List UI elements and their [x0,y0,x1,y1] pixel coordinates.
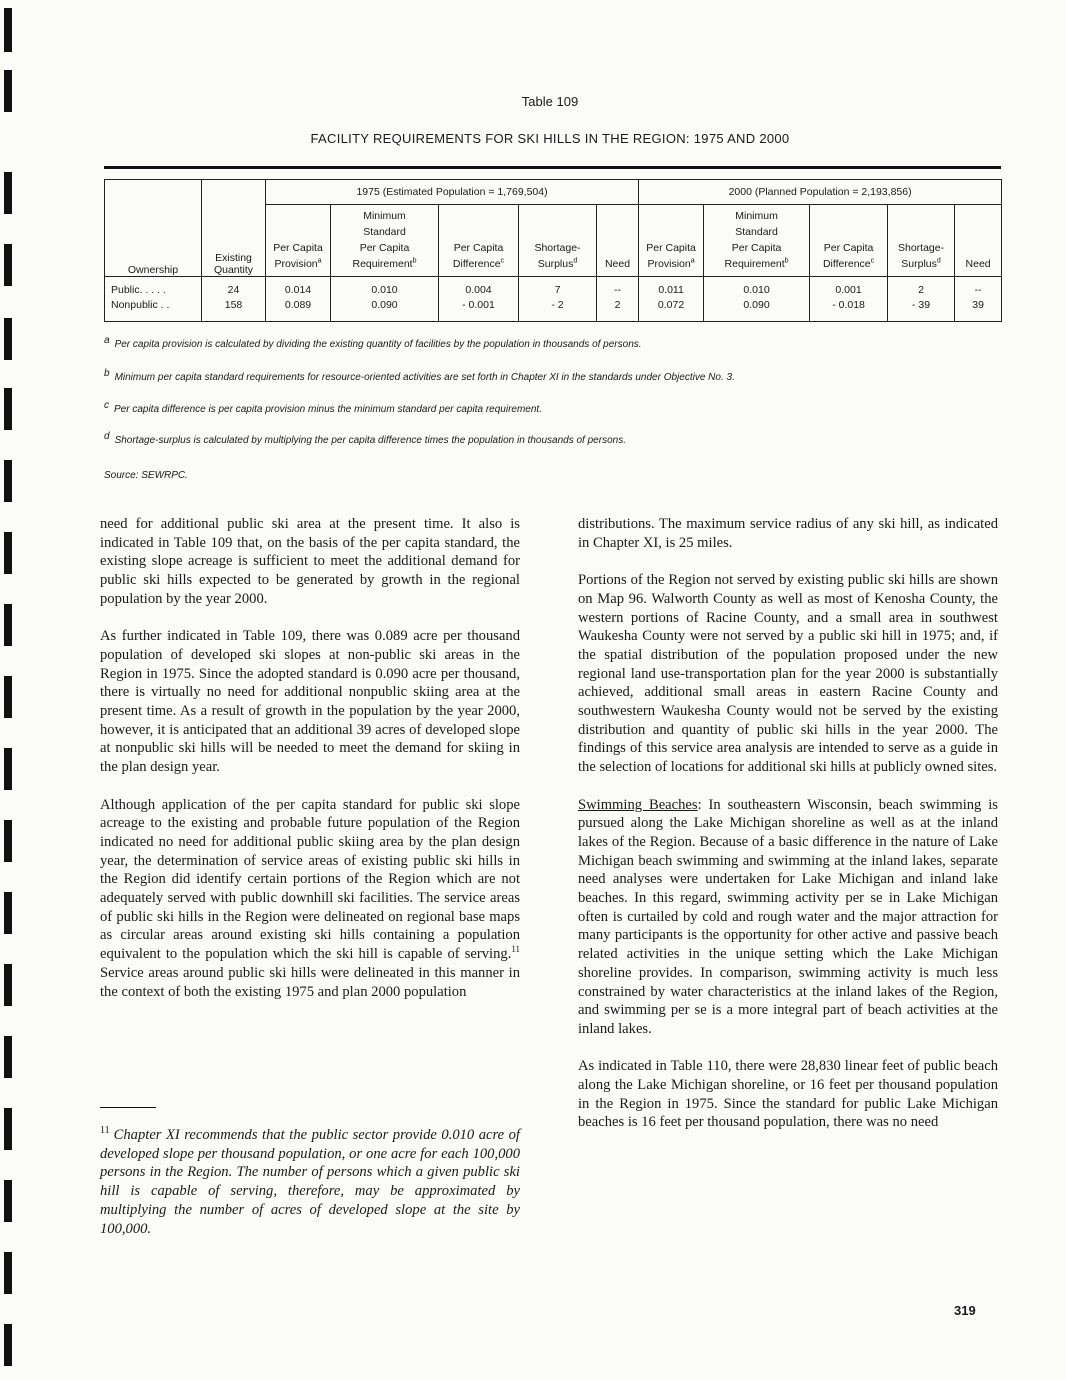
header-standard-1975: Minimum Standard Per Capita Requirement$^b$ [331,205,439,277]
table-footnote-c: c Per capita difference is per capita provision minus the minimum standard per capita requirement. [104,399,542,415]
binding-mark [4,172,12,214]
binding-mark [4,244,12,286]
binding-mark [4,748,12,790]
header-standard-2000: Minimum Standard Per Capita Requirement$^b$ [704,205,810,277]
paragraph: Swimming Beaches: In southeastern Wisconsin, beach swimming is pursued along the Lake Michigan shoreline as well as at the inland lakes of the Region. Because of a basic difference in the nature of Lake Michigan beach swimming and swimming at the inland lakes, separate need analyses were undertaken for Lake Michigan and inland lake beaches. In this regard, swimming activity per se in Lake Michigan often is curtailed by cold and rough water and the major attraction for many participants is the opportunity for other active and passive beach related activities in the unique setting which the Lake Michigan shoreline provides. In comparison, swimming activity is much less constrained by water characteristics at the inland lakes of the Region, and swimming per se is a more integral part of beach activities at the inland lakes. [578,796,998,1037]
table-footnote-a: a Per capita provision is calculated by dividing the existing quantity of facilities by the population in thousands of persons. [104,334,642,350]
paragraph: Although application of the per capita standard for public ski slope acreage to the existing and probable future population of the Region indicated no need for additional public skiing area by the plan design year, the determination of service areas of existing public ski hills in the Region did identify certain portions of the Region which are not adequately served with public downhill ski facilities. The service areas of public ski hills in the Region were delineated on regional base maps as circular areas around existing ski hills containing a population equivalent to the population which the ski hill is capable of serving.$^{11}$ Service areas around public ski hills were delineated in this manner in the context of both the existing 1975 and plan 2000 population [100,796,520,1000]
right-column [578,515,998,1151]
existing-quantity-cell: 24 158 [202,277,266,322]
binding-mark [4,892,12,934]
section-heading: Swimming Beaches [578,796,698,813]
provision-1975-cell: 0.014 0.089 [266,277,331,322]
provision-2000-cell: 0.011 0.072 [639,277,704,322]
facility-requirements-table [104,179,1001,322]
header-shortage-2000: Shortage- Surplus$^d$ [888,205,955,277]
standard-2000-cell: 0.010 0.090 [704,277,810,322]
need-1975-cell: -- 2 [597,277,639,322]
paragraph: need for additional public ski area at the present time. It also is indicated in Table 109 that, on the basis of the per capita standard, the existing slope acreage is sufficient to meet the additional demand for public ski hills expected to be generated by growth in the regional population by the year 2000. [100,516,520,607]
footnote-rule [100,1107,156,1108]
header-difference-2000: Per Capita Difference$^c$ [810,205,888,277]
header-group-2000: 2000 (Planned Population = 2,193,856) [639,180,1002,205]
shortage-1975-cell: 7 - 2 [519,277,597,322]
paragraph: As further indicated in Table 109, there was 0.089 acre per thousand population of developed ski slopes at non-public ski areas in the Region in 1975. Since the adopted standard is 0.090 acre per thousand, there is virtually no need for additional nonpublic skiing area at the present time. As a result of growth in the population by the year 2000, however, it is anticipated that an additional 39 acres of developed slope at nonpublic ski hills will be needed to meet the demand for skiing in the plan design year. [100,628,520,776]
header-shortage-1975: Shortage- Surplus$^d$ [519,205,597,277]
header-ownership: Ownership [105,180,202,277]
standard-1975-cell: 0.010 0.090 [331,277,439,322]
footnote-reference[interactable]: 11 [511,944,520,955]
table-body [105,277,1002,322]
binding-mark [4,1108,12,1150]
header-provision-2000: Per Capita Provision$^a$ [639,205,704,277]
binding-mark [4,676,12,718]
binding-mark [4,532,12,574]
paragraph: distributions. The maximum service radius of any ski hill, as indicated in Chapter XI, is 25 miles. [578,516,998,551]
header-need-1975: Need [597,205,639,277]
binding-mark [4,1180,12,1222]
paragraph: As indicated in Table 110, there were 28,830 linear feet of public beach along the Lake Michigan shoreline, or 16 feet per thousand population in the Region in 1975. Since the standard for public Lake Michigan beaches is 16 feet per thousand population, there was no need [578,1058,998,1131]
need-2000-cell: -- 39 [955,277,1002,322]
binding-mark [4,1324,12,1366]
difference-2000-cell: 0.001 - 0.018 [810,277,888,322]
table-number: Table 109 [521,94,579,109]
binding-mark [4,1252,12,1294]
binding-mark [4,8,12,52]
table-source: Source: SEWRPC. [104,470,188,481]
header-difference-1975: Per Capita Difference$^c$ [439,205,519,277]
header-need-2000: Need [955,205,1002,277]
binding-mark [4,460,12,502]
page-number: 319 [954,1303,976,1318]
header-existing-quantity: Existing Quantity [202,180,266,277]
binding-mark [4,318,12,360]
ownership-cell: Public. . . . . Nonpublic . . [105,277,202,322]
header-provision-1975: Per Capita Provision$^a$ [266,205,331,277]
header-group-1975: 1975 (Estimated Population = 1,769,504) [266,180,639,205]
binding-mark [4,604,12,646]
table-top-rule [104,166,1001,169]
table-footnote-d: d Shortage-surplus is calculated by multiplying the per capita difference times the population in thousands of persons. [104,430,626,446]
shortage-2000-cell: 2 - 39 [888,277,955,322]
binding-mark [4,388,12,430]
left-column [100,515,520,1020]
paragraph: Portions of the Region not served by existing public ski hills are shown on Map 96. Walworth County as well as most of Kenosha County, the western portions of Racine County, and a small area in southwest Waukesha County were not served by a public ski hill in 1975; and, if the spatial distribution of the population proposed under the new regional land use-transportation plan for the year 2000 is substantially achieved, additional small areas in eastern Racine County and southwestern Waukesha County would not be served by the existing distribution and quantity of public ski hills in the year 2000. The findings of this service area analysis are intended to serve as a guide in the selection of locations for additional ski hills at publicly owned sites. [578,572,998,776]
table-title: FACILITY REQUIREMENTS FOR SKI HILLS IN THE REGION: 1975 AND 2000 [310,131,790,146]
binding-mark [4,964,12,1006]
binding-mark [4,820,12,862]
table-footnote-b: b Minimum per capita standard requirements for resource-oriented activities are set forth in Chapter XI in the standards under Objective No. 3. [104,367,735,383]
difference-1975-cell: 0.004 - 0.001 [439,277,519,322]
binding-mark [4,1036,12,1078]
footnote-11: $^{11}$ Chapter XI recommends that the public sector provide 0.010 acre of developed slope per thousand population, or one acre for each 100,000 persons in the Region. The number of persons which a given public ski hill is capable of serving, therefore, may be approximated by multiplying the number of acres of developed slope at the site by 100,000. [100,1125,520,1237]
